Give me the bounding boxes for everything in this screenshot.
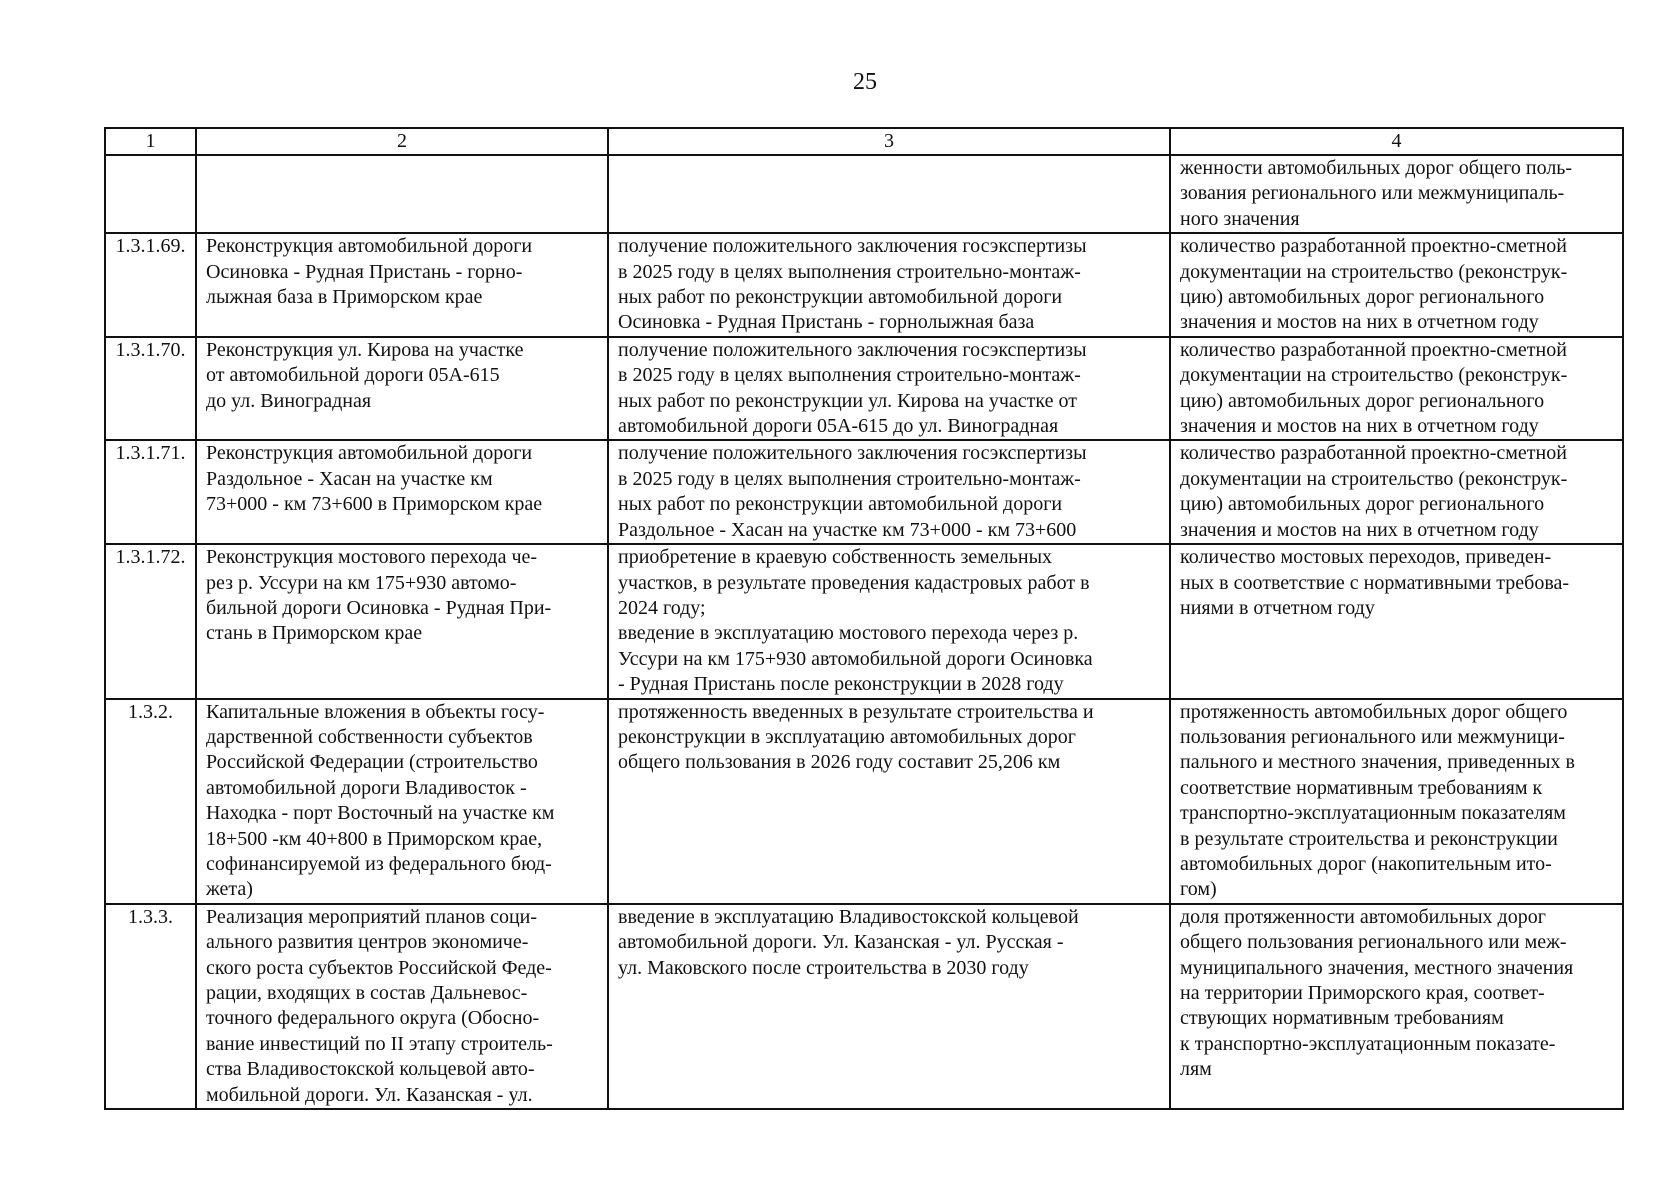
row-number: 1.3.3. bbox=[128, 905, 173, 928]
column-header-3: 3 bbox=[608, 128, 1170, 155]
table-row bbox=[105, 337, 1623, 441]
name-line: софинансируемой из федерального бюд- bbox=[206, 852, 552, 875]
indicator-line: в результате строительства и реконструкции bbox=[1180, 827, 1558, 850]
result-line: получение положительного заключения госэкспертизы bbox=[618, 235, 1087, 258]
table-row bbox=[105, 155, 1623, 233]
name-line: 73+000 - км 73+600 в Приморском крае bbox=[206, 493, 543, 516]
indicator-line: женности автомобильных дорог общего поль- bbox=[1180, 157, 1573, 179]
indicator-line: документации на строительство (реконструк- bbox=[1180, 467, 1568, 490]
name-line: Реализация мероприятий планов соци- bbox=[206, 905, 538, 928]
name-line: мобильной дороги. Ул. Казанская - ул. bbox=[206, 1083, 533, 1106]
column-header-1: 1 bbox=[105, 128, 196, 155]
name-line: Реконструкция автомобильной дороги bbox=[206, 442, 533, 465]
name-line: Реконструкция мостового перехода че- bbox=[206, 546, 538, 569]
result-line: ных работ по реконструкции автомобильной дороги bbox=[618, 493, 1063, 516]
name-line: рез р. Уссури на км 175+930 автомо- bbox=[206, 571, 517, 594]
result-line: 2024 году; bbox=[618, 596, 706, 619]
indicator-line: значения и мостов на них в отчетном году bbox=[1180, 311, 1539, 334]
name-line: стань в Приморском крае bbox=[206, 622, 423, 645]
name-line: дарственной собственности субъектов bbox=[206, 725, 533, 748]
row-number: 1.3.1.72. bbox=[115, 546, 186, 569]
indicator-line: зования регионального или межмуниципаль- bbox=[1180, 182, 1565, 205]
name-line: Капитальные вложения в объекты госу- bbox=[206, 700, 545, 723]
indicator-cell bbox=[1170, 233, 1623, 337]
indicator-line: значения и мостов на них в отчетном году bbox=[1180, 415, 1539, 438]
indicator-cell bbox=[1170, 544, 1623, 698]
result-line: получение положительного заключения госэкспертизы bbox=[618, 442, 1087, 465]
result-line: введение в эксплуатацию мостового перехода через р. bbox=[618, 622, 1079, 645]
result-line: в 2025 году в целях выполнения строительно-монтаж- bbox=[618, 364, 1081, 387]
indicator-line: ствующих нормативным требованиям bbox=[1180, 1007, 1504, 1030]
row-number-cell bbox=[105, 337, 196, 441]
row-number: 1.3.1.69. bbox=[115, 235, 186, 258]
name-line: Реконструкция автомобильной дороги bbox=[206, 235, 533, 258]
result-line: получение положительного заключения госэкспертизы bbox=[618, 338, 1087, 361]
result-line: участков, в результате проведения кадастровых работ в bbox=[618, 571, 1090, 594]
indicator-line: ниями в отчетном году bbox=[1180, 596, 1375, 619]
result-line: Уссури на км 175+930 автомобильной дороги Осиновка bbox=[618, 647, 1093, 670]
indicator-line: количество мостовых переходов, приведен- bbox=[1180, 546, 1552, 569]
name-line: Осиновка - Рудная Пристань - горно- bbox=[206, 260, 523, 283]
indicator-cell bbox=[1170, 337, 1623, 441]
event-name-cell bbox=[196, 544, 608, 698]
event-name-cell bbox=[196, 337, 608, 441]
expected-result-cell bbox=[608, 699, 1170, 904]
expected-result-cell bbox=[608, 440, 1170, 544]
event-name-cell bbox=[196, 699, 608, 904]
row-number: 1.3.1.71. bbox=[115, 442, 186, 465]
row-number: 1.3.2. bbox=[128, 700, 173, 723]
expected-result-cell bbox=[608, 337, 1170, 441]
name-line: точного федерального округа (Обосно- bbox=[206, 1007, 540, 1030]
indicator-cell bbox=[1170, 440, 1623, 544]
name-line: лыжная база в Приморском крае bbox=[206, 286, 483, 309]
result-line: ул. Маковского после строительства в 2030 году bbox=[618, 956, 1029, 979]
indicator-line: документации на строительство (реконструк- bbox=[1180, 364, 1568, 387]
name-line: ства Владивостокской кольцевой авто- bbox=[206, 1058, 535, 1081]
name-line: автомобильной дороги Владивосток - bbox=[206, 776, 527, 799]
row-number-cell bbox=[105, 904, 196, 1109]
row-number-cell bbox=[105, 544, 196, 698]
name-line: до ул. Виноградная bbox=[206, 389, 372, 412]
indicator-cell bbox=[1170, 155, 1623, 233]
event-name-cell bbox=[196, 440, 608, 544]
indicator-line: соответствие нормативным требованиям к bbox=[1180, 776, 1543, 799]
name-line: ального развития центров экономиче- bbox=[206, 931, 529, 954]
table-row bbox=[105, 440, 1623, 544]
row-number-cell bbox=[105, 155, 196, 233]
indicator-line: на территории Приморского края, соответ- bbox=[1180, 982, 1545, 1004]
indicator-line: ных в соответствие с нормативными требова- bbox=[1180, 571, 1570, 594]
expected-result-cell bbox=[608, 233, 1170, 337]
name-line: бильной дороги Осиновка - Рудная При- bbox=[206, 596, 552, 619]
indicator-line: цию) автомобильных дорог регионального bbox=[1180, 493, 1545, 516]
result-line: приобретение в краевую собственность земельных bbox=[618, 546, 1053, 569]
indicator-line: пользования регионального или межмуници- bbox=[1180, 725, 1565, 748]
indicator-line: документации на строительство (реконструк- bbox=[1180, 260, 1568, 283]
table-row bbox=[105, 699, 1623, 904]
name-line: вание инвестиций по II этапу строитель- bbox=[206, 1032, 553, 1055]
expected-result-cell bbox=[608, 155, 1170, 233]
result-line: ных работ по реконструкции ул. Кирова на участке от bbox=[618, 389, 1077, 412]
name-line: Российской Федерации (строительство bbox=[206, 751, 538, 774]
name-line: 18+500 -км 40+800 в Приморском крае, bbox=[206, 827, 543, 850]
row-number-cell bbox=[105, 699, 196, 904]
name-line: Находка - порт Восточный на участке км bbox=[206, 802, 555, 825]
indicator-line: автомобильных дорог (накопительным ито- bbox=[1180, 852, 1552, 875]
indicator-line: транспортно-эксплуатационным показателям bbox=[1180, 802, 1566, 825]
indicator-cell bbox=[1170, 904, 1623, 1109]
name-line: Раздольное - Хасан на участке км bbox=[206, 467, 493, 490]
result-line: в 2025 году в целях выполнения строительно-монтаж- bbox=[618, 260, 1081, 283]
result-line: общего пользования в 2026 году составит 25,206 км bbox=[618, 751, 1061, 774]
indicator-line: количество разработанной проектно-сметной bbox=[1180, 235, 1567, 258]
result-line: - Рудная Пристань после реконструкции в 2028 году bbox=[618, 673, 1064, 696]
indicator-cell bbox=[1170, 699, 1623, 904]
row-number-cell bbox=[105, 233, 196, 337]
name-line: Реконструкция ул. Кирова на участке bbox=[206, 338, 524, 361]
indicator-line: количество разработанной проектно-сметной bbox=[1180, 442, 1567, 465]
indicator-line: цию) автомобильных дорог регионального bbox=[1180, 389, 1545, 412]
event-name-cell bbox=[196, 233, 608, 337]
result-line: введение в эксплуатацию Владивостокской кольцевой bbox=[618, 905, 1079, 928]
result-line: протяженность введенных в результате строительства и bbox=[618, 700, 1094, 723]
indicator-line: гом) bbox=[1180, 878, 1217, 901]
document-table bbox=[104, 127, 1624, 1110]
result-line: в 2025 году в целях выполнения строительно-монтаж- bbox=[618, 467, 1081, 490]
result-line: автомобильной дороги 05А-615 до ул. Виноградная bbox=[618, 415, 1059, 438]
table-row bbox=[105, 904, 1623, 1109]
indicator-line: муниципального значения, местного значения bbox=[1180, 956, 1574, 979]
column-header-2: 2 bbox=[196, 128, 608, 155]
indicator-line: общего пользования регионального или меж- bbox=[1180, 931, 1567, 954]
result-line: реконструкции в эксплуатацию автомобильных дорог bbox=[618, 725, 1076, 748]
name-line: от автомобильной дороги 05А-615 bbox=[206, 364, 500, 387]
table-header-row bbox=[105, 128, 1623, 155]
indicator-line: протяженность автомобильных дорог общего bbox=[1180, 700, 1568, 723]
page-number: 25 bbox=[853, 69, 877, 95]
result-line: автомобильной дороги. Ул. Казанская - ул. Русская - bbox=[618, 931, 1064, 954]
indicator-line: пального и местного значения, приведенных в bbox=[1180, 751, 1575, 774]
indicator-line: значения и мостов на них в отчетном году bbox=[1180, 518, 1539, 541]
name-line: рации, входящих в состав Дальневос- bbox=[206, 982, 528, 1004]
column-header-4: 4 bbox=[1170, 128, 1623, 155]
indicator-line: количество разработанной проектно-сметной bbox=[1180, 338, 1567, 361]
expected-result-cell bbox=[608, 544, 1170, 698]
row-number: 1.3.1.70. bbox=[115, 338, 186, 361]
name-line: жета) bbox=[206, 878, 253, 901]
indicator-line: лям bbox=[1180, 1058, 1212, 1081]
event-name-cell bbox=[196, 904, 608, 1109]
result-line: Осиновка - Рудная Пристань - горнолыжная база bbox=[618, 311, 1035, 334]
result-line: Раздольное - Хасан на участке км 73+000 - км 73+600 bbox=[618, 518, 1077, 541]
event-name-cell bbox=[196, 155, 608, 233]
table-row bbox=[105, 544, 1623, 698]
indicator-line: доля протяженности автомобильных дорог bbox=[1180, 905, 1546, 928]
indicator-line: ного значения bbox=[1180, 207, 1300, 230]
row-number-cell bbox=[105, 440, 196, 544]
indicator-line: цию) автомобильных дорог регионального bbox=[1180, 286, 1545, 309]
result-line: ных работ по реконструкции автомобильной дороги bbox=[618, 286, 1063, 309]
indicator-line: к транспортно-эксплуатационным показате- bbox=[1180, 1032, 1556, 1055]
name-line: ского роста субъектов Российской Феде- bbox=[206, 956, 552, 979]
table-row bbox=[105, 233, 1623, 337]
expected-result-cell bbox=[608, 904, 1170, 1109]
